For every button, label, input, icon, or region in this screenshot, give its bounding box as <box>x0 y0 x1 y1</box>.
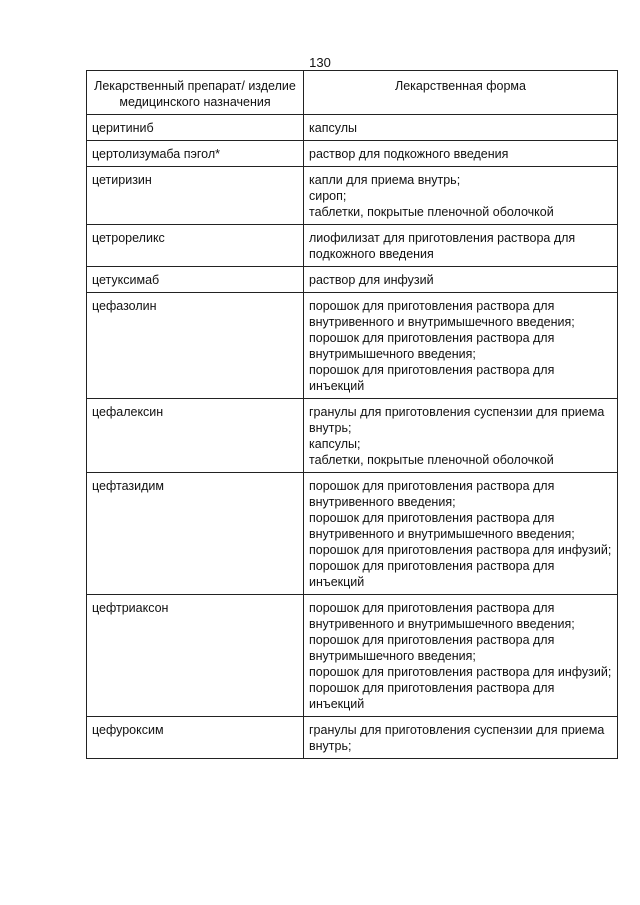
table-row <box>87 293 618 399</box>
drug-name-cell: церитиниб <box>87 115 304 141</box>
dosage-form-item: гранулы для приготовления суспензии для приема внутрь; <box>309 405 605 435</box>
drug-name-cell: цефтазидим <box>87 473 304 595</box>
dosage-form-item: порошок для приготовления раствора для внутривенного и внутримышечного введения; <box>309 601 575 631</box>
dosage-form-item: капсулы <box>309 121 357 135</box>
drug-name-cell: цетиризин <box>87 167 304 225</box>
table-body <box>87 115 618 759</box>
header-row <box>87 71 618 115</box>
table-row <box>87 141 618 167</box>
dosage-form-item: сироп; <box>309 189 347 203</box>
dosage-form-item: порошок для приготовления раствора для инфузий; <box>309 543 612 557</box>
dosage-form-item: порошок для приготовления раствора для внутримышечного введения; <box>309 331 555 361</box>
dosage-form-item: раствор для инфузий <box>309 273 434 287</box>
dosage-form-cell <box>304 115 618 141</box>
page-number: 130 <box>309 55 331 70</box>
dosage-form-item: раствор для подкожного введения <box>309 147 509 161</box>
table-row <box>87 717 618 759</box>
dosage-form-item: капли для приема внутрь; <box>309 173 461 187</box>
drug-name-cell: цертолизумаба пэгол* <box>87 141 304 167</box>
drug-table <box>86 70 618 759</box>
header-drug: Лекарственный препарат/ изделие медицинского назначения <box>87 71 304 115</box>
dosage-form-item: порошок для приготовления раствора для инъекций <box>309 363 555 393</box>
drug-name-cell: цетрореликс <box>87 225 304 267</box>
dosage-form-cell <box>304 293 618 399</box>
drug-name-cell: цефтриаксон <box>87 595 304 717</box>
dosage-form-item: порошок для приготовления раствора для инъекций <box>309 681 555 711</box>
dosage-form-item: гранулы для приготовления суспензии для приема внутрь; <box>309 723 605 753</box>
dosage-form-cell <box>304 595 618 717</box>
dosage-form-item: таблетки, покрытые пленочной оболочкой <box>309 205 554 219</box>
table-row <box>87 267 618 293</box>
table-row <box>87 473 618 595</box>
dosage-form-item: порошок для приготовления раствора для инфузий; <box>309 665 612 679</box>
dosage-form-cell <box>304 473 618 595</box>
dosage-form-cell <box>304 267 618 293</box>
drug-name-cell: цефалексин <box>87 399 304 473</box>
dosage-form-item: порошок для приготовления раствора для внутримышечного введения; <box>309 633 555 663</box>
dosage-form-cell <box>304 141 618 167</box>
dosage-form-cell <box>304 225 618 267</box>
dosage-form-cell <box>304 399 618 473</box>
table-header <box>87 71 618 115</box>
dosage-form-item: таблетки, покрытые пленочной оболочкой <box>309 453 554 467</box>
drug-name-cell: цетуксимаб <box>87 267 304 293</box>
dosage-form-cell <box>304 717 618 759</box>
table-row <box>87 595 618 717</box>
dosage-form-cell <box>304 167 618 225</box>
table-row <box>87 115 618 141</box>
table-row <box>87 167 618 225</box>
dosage-form-item: порошок для приготовления раствора для внутривенного и внутримышечного введения; <box>309 299 575 329</box>
table-row <box>87 225 618 267</box>
dosage-form-item: порошок для приготовления раствора для внутривенного введения; <box>309 479 555 509</box>
dosage-form-item: капсулы; <box>309 437 361 451</box>
header-form: Лекарственная форма <box>304 71 618 115</box>
dosage-form-item: порошок для приготовления раствора для инъекций <box>309 559 555 589</box>
drug-name-cell: цефуроксим <box>87 717 304 759</box>
dosage-form-item: лиофилизат для приготовления раствора для подкожного введения <box>309 231 576 261</box>
drug-name-cell: цефазолин <box>87 293 304 399</box>
table-row <box>87 399 618 473</box>
dosage-form-item: порошок для приготовления раствора для внутривенного и внутримышечного введения; <box>309 511 575 541</box>
